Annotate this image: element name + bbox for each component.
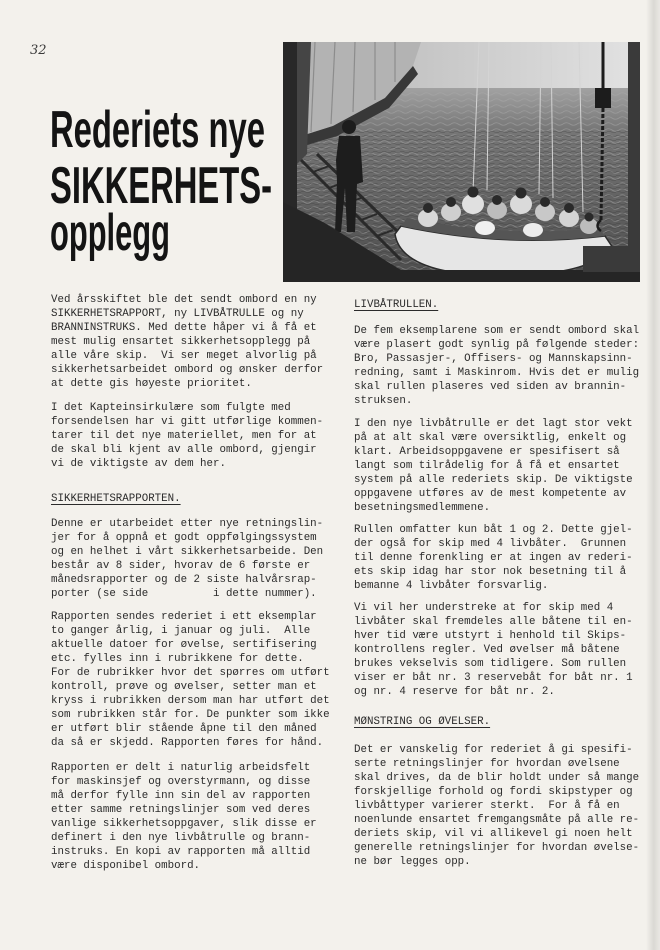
body-paragraph: Denne er utarbeidet etter nye retningslin- jer for å oppnå et godt oppfølgingssystem og en helhet i vårt sikkerhetsarbeide. Den består av 8 sider, hvorav de 6 første er månedsrapporter og de 2 siste halvårsrap- porter (se side i dette nummer). — [51, 518, 324, 600]
page-number: 32 — [30, 43, 47, 58]
title-line-2: SIKKERHETS- — [50, 157, 272, 215]
body-paragraph: Rapporten er delt i naturlig arbeidsfelt for maskinsjef og overstyrmann, og disse må derfor fylle inn sin del av rapporten etter samme retningslinjer som ved deres vanlige sikkerhetsoppgaver, slik disse er definert i den nye livbåtrulle og brann- instruks. En kopi av rapporten må alltid være disponibel ombord. — [51, 762, 317, 872]
intro-paragraph: Ved årsskiftet ble det sendt ombord en ny SIKKERHETSRAPPORT, ny LIVBÅTRULLE og ny BRANNINSTRUKS. Med dette håper vi å få et mest mulig ensartet sikkerhetsopplegg på alle våre skip. Vi ser meget alvorlig på sikkerhetsarbeidet ombord og ønsker derfor at dette gis høyeste prioritet. — [51, 294, 324, 390]
section-heading-monstring-og-ovelser: MØNSTRING OG ØVELSER. — [354, 716, 491, 728]
body-paragraph: Rapporten sendes rederiet i ett eksemplar to ganger årlig, i januar og juli. Alle aktuelle datoer for øvelse, sertifisering etc. fylles inn i rubrikkene for dette. For de rubrikker hvor det spørres om utført kontroll, prøve og øvelser, setter man et kryss i rubrikken dersom man har utført det som rubrikken står for. De punkter som ikke er utført blir stående åpne til den måned da så er skjedd. Rapporten føres for hånd. — [51, 611, 330, 749]
body-paragraph: Vi vil her understreke at for skip med 4 livbåter skal fremdeles alle båtene til en- hver tid være utstyrt i henhold til Skips- kontrollens regler. Ved øvelser må båtene brukes vekselvis som tidligere. Som rullen viser er båt nr. 3 reservebåt for båt nr. 1 og nr. 4 reserve for båt nr. 2. — [354, 602, 633, 698]
body-paragraph: I den nye livbåtrulle er det lagt stor vekt på at alt skal være oversiktlig, enkelt og klart. Arbeidsoppgavene er spesifisert så langt som tilrådelig for å få et ensartet system på alle rederiets skip. De viktigste oppgavene utføres av de mest kompetente av besetningsmedlemmene. — [354, 418, 633, 514]
section-heading-livbatrullen: LIVBÅTRULLEN. — [354, 299, 439, 311]
body-paragraph: Rullen omfatter kun båt 1 og 2. Dette gjel- der også for skip med 4 livbåter. Grunnen til denne forenkling er at ingen av rederi- ets skip idag har stor nok besetning til å bemanne 4 livbåter forsvarlig. — [354, 524, 633, 592]
lifeboat-drill-photo — [283, 42, 640, 282]
title-line-3: opplegg — [50, 204, 170, 262]
intro-paragraph: I det Kapteinsirkulære som fulgte med forsendelsen har vi gitt utførlige kommen- tarer til det nye materiellet, men for at de skal bli kjent av alle ombord, gjengir vi de viktigste av dem her. — [51, 402, 324, 470]
article-title — [48, 100, 288, 270]
section-heading-sikkerhetsrapporten: SIKKERHETSRAPPORTEN. — [51, 493, 181, 505]
body-paragraph: De fem eksemplarene som er sendt ombord skal være plasert godt synlig på følgende steder: Bro, Passasjer-, Offisers- og Mannskapsinn- redning, samt i Maskinrom. Hvis det er mulig skal rullen plaseres ved siden av brannin- struksen. — [354, 325, 640, 407]
page-edge-shadow — [646, 0, 660, 950]
body-paragraph: Det er vanskelig for rederiet å gi spesifi- serte retningslinjer for hvordan øvelsene skal drives, da de blir holdt under så mange forskjellige forhold og fordi skipstyper og livbåttyper varierer sterkt. For å få en noenlunde ensartet fremgangsmåte på alle re- deriets skip, vil vi allikevel gi noen helt generelle retningslinjer for hvordan øvelse- ne bør legges opp. — [354, 744, 640, 868]
title-line-1: Rederiets nye — [50, 101, 265, 159]
